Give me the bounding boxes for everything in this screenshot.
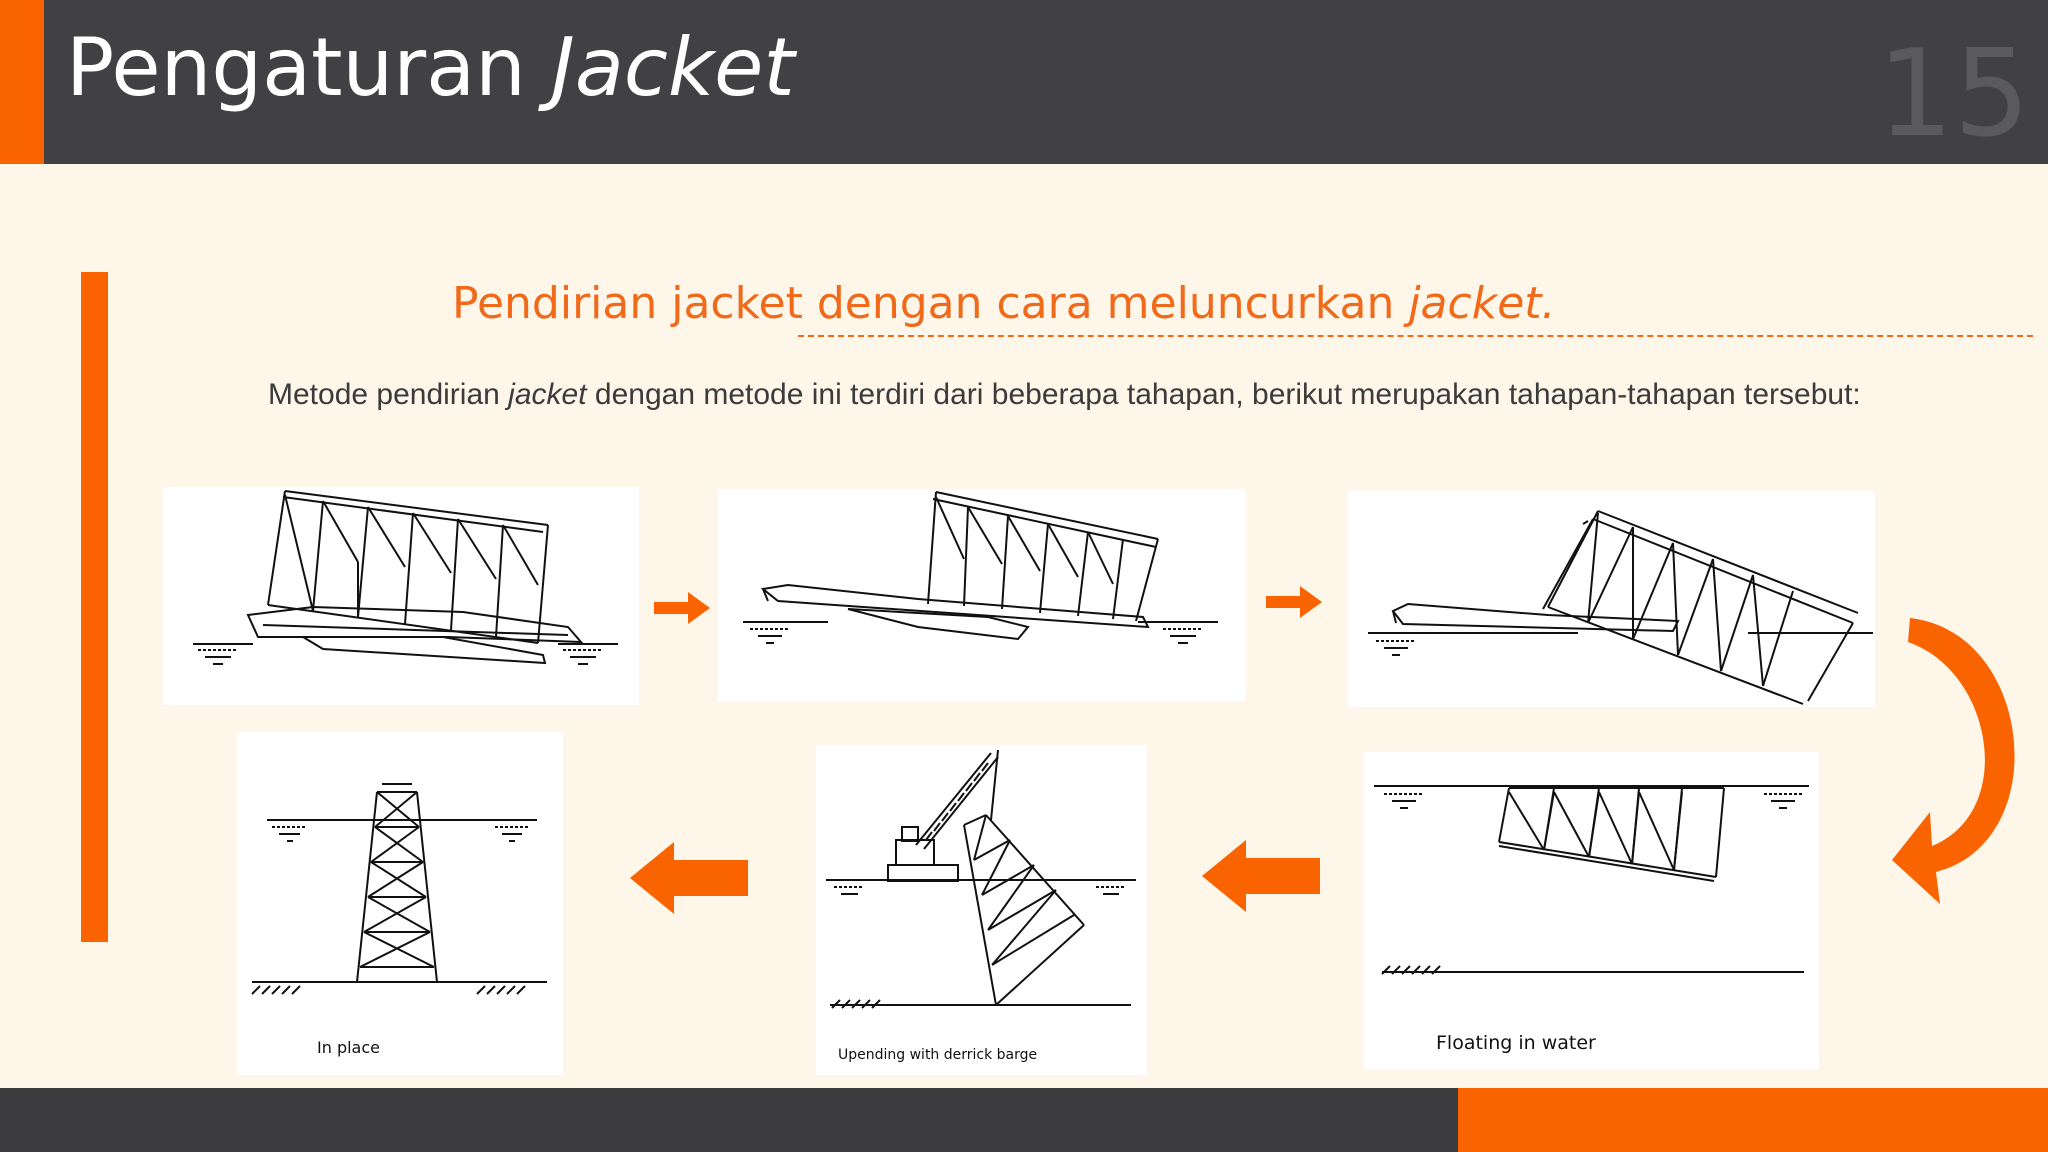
upending-drawing — [816, 745, 1147, 1075]
section-subtitle — [452, 278, 1556, 329]
desc-after: dengan metode ini terdiri dari beberapa tahapan, berikut merupakan tahapan-tahapan tersebut: — [594, 378, 1861, 411]
header-accent — [0, 0, 44, 164]
floating-caption: Floating in water — [1436, 1032, 1596, 1054]
slide-title — [66, 18, 795, 118]
subtitle-italic: jacket. — [1408, 278, 1556, 329]
step-2-sliding — [718, 489, 1246, 701]
subtitle-plain: Pendirian jacket dengan cara meluncurkan — [452, 278, 1395, 329]
title-plain: Pengaturan — [66, 21, 526, 114]
page-number: 15 — [1877, 25, 2030, 164]
barge-jacket-drawing — [163, 487, 639, 705]
step-6-in-place — [237, 732, 563, 1075]
arrow-left-icon — [1202, 840, 1320, 912]
step-5-upending — [816, 745, 1147, 1075]
in-place-caption: In place — [317, 1038, 380, 1057]
step-4-floating — [1364, 752, 1819, 1069]
description-text — [268, 378, 1861, 412]
desc-italic: jacket — [508, 378, 587, 411]
sliding-jacket-drawing — [718, 489, 1246, 701]
step-3-launching — [1348, 491, 1875, 707]
launching-jacket-drawing — [1348, 491, 1875, 707]
dashed-divider — [798, 335, 2033, 337]
arrow-right-icon — [1266, 586, 1322, 618]
step-1-loaded-on-barge — [163, 487, 639, 705]
curved-arrow-down-icon — [1884, 612, 2020, 924]
title-italic: Jacket — [551, 21, 795, 114]
left-accent-bar — [81, 272, 108, 942]
footer-accent — [1458, 1088, 2048, 1152]
arrow-left-icon — [630, 842, 748, 914]
in-place-jacket-drawing — [237, 732, 563, 1075]
floating-jacket-drawing — [1364, 752, 1819, 1069]
arrow-right-icon — [654, 592, 710, 624]
upending-caption: Upending with derrick barge — [838, 1047, 1038, 1063]
desc-before: Metode pendirian — [268, 378, 500, 411]
